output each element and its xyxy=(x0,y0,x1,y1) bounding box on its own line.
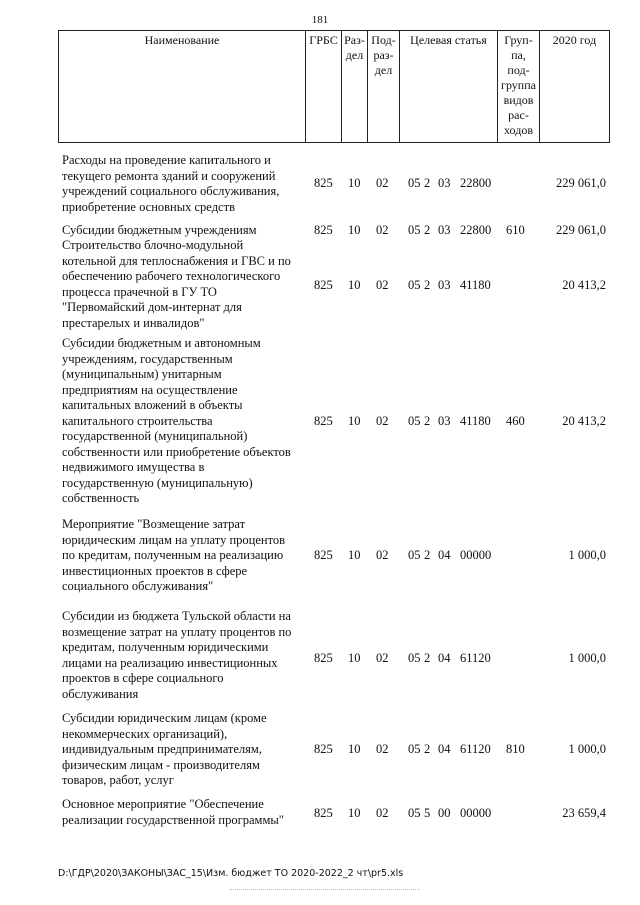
target-subprogram-code: 2 xyxy=(424,742,431,756)
row-name-line: недвижимого имущества в xyxy=(62,460,205,474)
row-name-line: Мероприятие "Возмещение затрат xyxy=(62,517,246,531)
target-program-code: 05 xyxy=(408,223,421,237)
row-name-line: Строительство блочно-модульной xyxy=(62,238,244,252)
podrazdel-code: 02 xyxy=(376,548,389,562)
header-razdel-line: Раз- xyxy=(344,33,365,47)
header-group-line: Груп- xyxy=(504,33,533,47)
amount-2020: 23 659,4 xyxy=(562,806,606,821)
grbs-code: 825 xyxy=(314,742,333,756)
row-name-line: котельной для теплоснабжения и ГВС и по xyxy=(62,253,291,268)
expense-group-code: 460 xyxy=(506,413,525,428)
razdel-code: 10 xyxy=(348,806,361,821)
target-subprogram-code: 5 xyxy=(424,806,431,821)
amount-2020: 20 413,2 xyxy=(562,278,606,293)
expense-group-code: 610 xyxy=(506,223,525,237)
grbs-code: 825 xyxy=(314,806,333,821)
header-podrazdel-line: раз- xyxy=(373,48,394,62)
row-name-line: приобретение основных средств xyxy=(62,199,235,214)
row-name xyxy=(62,238,300,331)
target-subprogram-code: 2 xyxy=(424,413,431,428)
row-name-line: Субсидии из бюджета Тульской области на xyxy=(62,609,291,623)
header-podrazdel-line: Под- xyxy=(371,33,396,47)
target-direction-code: 61120 xyxy=(460,742,491,756)
razdel-code: 10 xyxy=(348,650,361,665)
podrazdel-code: 02 xyxy=(376,223,389,237)
row-name-line: реализации государственной программы" xyxy=(62,812,284,827)
header-name-label: Наименование xyxy=(144,33,220,47)
header-podrazdel xyxy=(367,31,399,142)
row-name-line: Субсидии юридическим лицам (кроме xyxy=(62,711,267,725)
target-program-code: 05 xyxy=(408,742,421,756)
target-subprogram-code: 2 xyxy=(424,548,431,562)
row-name-line: собственности или приобретение объектов xyxy=(62,444,291,459)
amount-2020: 229 061,0 xyxy=(556,223,606,237)
row-name xyxy=(62,797,300,828)
row-name-line: Расходы на проведение капитального и xyxy=(62,153,271,167)
row-name-line: проектов в сфере социального xyxy=(62,671,224,685)
row-name-line: капитальных вложений в объекты xyxy=(62,398,243,412)
header-target-label: Целевая статья xyxy=(410,33,487,47)
podrazdel-code: 02 xyxy=(376,413,389,428)
row-name-line: кредитам, полученным юридическими xyxy=(62,640,269,654)
row-name-line: государственную (муниципальную) xyxy=(62,475,253,490)
row-name xyxy=(62,517,300,595)
row-name-line: индивидуальным предпринимателям, xyxy=(62,742,262,756)
row-name-line: лицами на реализацию инвестиционных xyxy=(62,655,278,670)
amount-2020: 229 061,0 xyxy=(556,176,606,191)
target-program-code: 05 xyxy=(408,548,421,562)
header-group-line: группа xyxy=(501,78,536,92)
header-group-line: ходов xyxy=(504,123,533,137)
row-name-line: инвестиционных проектов в сфере xyxy=(62,563,248,578)
row-name xyxy=(62,223,300,239)
target-program-code: 05 xyxy=(408,278,421,293)
podrazdel-code: 02 xyxy=(376,650,389,665)
expense-group-code: 810 xyxy=(506,742,525,756)
target-subprogram-code: 2 xyxy=(424,223,431,237)
row-name-line: (муниципальным) унитарным xyxy=(62,367,222,381)
row-name-line: некоммерческих организаций), xyxy=(62,726,228,741)
header-group-line: па, xyxy=(511,48,526,62)
target-direction-code: 41180 xyxy=(460,278,491,293)
target-event-code: 04 xyxy=(438,742,451,756)
page-number: 181 xyxy=(311,14,329,26)
row-name-line: учреждениям, государственным xyxy=(62,351,233,366)
row-name xyxy=(62,336,300,507)
row-name-line: юридическим лицам на уплату процентов xyxy=(62,532,286,547)
target-direction-code: 22800 xyxy=(460,176,492,191)
header-year-label: 2020 год xyxy=(552,33,597,47)
grbs-code: 825 xyxy=(314,413,333,428)
target-event-code: 03 xyxy=(438,223,451,237)
target-direction-code: 00000 xyxy=(460,806,492,821)
amount-2020: 20 413,2 xyxy=(562,413,606,428)
row-name xyxy=(62,609,300,702)
target-event-code: 03 xyxy=(438,413,451,428)
row-name-line: "Первомайский дом-интернат для xyxy=(62,300,242,314)
row-name-line: предприятиям на осуществление xyxy=(62,382,238,397)
table-header xyxy=(58,30,610,143)
header-razdel-line: дел xyxy=(345,48,364,62)
header-group-line: видов xyxy=(503,93,534,107)
razdel-code: 10 xyxy=(348,548,361,562)
row-name-line: социального обслуживания" xyxy=(62,579,214,593)
target-program-code: 05 xyxy=(408,176,421,191)
row-name-line: учреждений социального обслуживания, xyxy=(62,184,280,198)
razdel-code: 10 xyxy=(348,176,361,191)
razdel-code: 10 xyxy=(348,742,361,756)
target-event-code: 03 xyxy=(438,176,451,191)
razdel-code: 10 xyxy=(348,278,361,293)
target-program-code: 05 xyxy=(408,650,421,665)
podrazdel-code: 02 xyxy=(376,176,389,191)
row-name-line: товаров, работ, услуг xyxy=(62,773,174,787)
target-program-code: 05 xyxy=(408,413,421,428)
header-podrazdel-line: дел xyxy=(374,63,393,77)
row-name-line: возмещение затрат на уплату процентов по xyxy=(62,624,292,639)
target-subprogram-code: 2 xyxy=(424,176,431,191)
row-name xyxy=(62,153,300,215)
target-event-code: 04 xyxy=(438,650,451,665)
target-event-code: 03 xyxy=(438,278,451,293)
row-name-line: собственность xyxy=(62,491,140,505)
row-name-line: по кредитам, полученным на реализацию xyxy=(62,548,284,562)
row-name-line: Субсидии бюджетным и автономным xyxy=(62,336,261,350)
row-name-line: капитального строительства xyxy=(62,413,213,428)
grbs-code: 825 xyxy=(314,278,333,293)
target-subprogram-code: 2 xyxy=(424,650,431,665)
razdel-code: 10 xyxy=(348,223,361,237)
target-direction-code: 00000 xyxy=(460,548,492,562)
scan-artifact-line xyxy=(230,889,420,890)
podrazdel-code: 02 xyxy=(376,278,389,293)
razdel-code: 10 xyxy=(348,413,361,428)
grbs-code: 825 xyxy=(314,223,333,237)
amount-2020: 1 000,0 xyxy=(568,650,606,665)
target-direction-code: 22800 xyxy=(460,223,492,237)
target-direction-code: 41180 xyxy=(460,413,491,428)
podrazdel-code: 02 xyxy=(376,806,389,821)
target-event-code: 04 xyxy=(438,548,451,562)
header-grbs-label: ГРБС xyxy=(309,33,338,47)
row-name-line: физическим лицам - производителям xyxy=(62,757,260,772)
row-name-line: Субсидии бюджетным учреждениям xyxy=(62,223,257,237)
row-name-line: престарелых и инвалидов" xyxy=(62,315,205,330)
target-event-code: 00 xyxy=(438,806,451,821)
amount-2020: 1 000,0 xyxy=(568,548,606,562)
header-target xyxy=(399,31,497,142)
header-name xyxy=(59,31,305,142)
file-path-footer: D:\ГДР\2020\ЗАКОНЫ\ЗАС_15\Изм. бюджет ТО 2020-2022_2 чт\pr5.xls xyxy=(58,868,404,879)
podrazdel-code: 02 xyxy=(376,742,389,756)
grbs-code: 825 xyxy=(314,548,333,562)
header-group xyxy=(497,31,539,142)
header-group-line: рас- xyxy=(508,108,529,122)
header-grbs xyxy=(305,31,341,142)
row-name-line: процесса прачечной в ГУ ТО xyxy=(62,284,217,299)
header-year xyxy=(539,31,609,142)
target-direction-code: 61120 xyxy=(460,650,491,665)
row-name-line: государственной (муниципальной) xyxy=(62,429,248,443)
row-name-line: обеспечению рабочего технологического xyxy=(62,269,281,283)
grbs-code: 825 xyxy=(314,176,333,191)
header-group-line: под- xyxy=(507,63,530,77)
amount-2020: 1 000,0 xyxy=(568,742,606,756)
target-subprogram-code: 2 xyxy=(424,278,431,293)
row-name-line: текущего ремонта зданий и сооружений xyxy=(62,168,276,183)
row-name xyxy=(62,711,300,789)
header-razdel xyxy=(341,31,367,142)
grbs-code: 825 xyxy=(314,650,333,665)
target-program-code: 05 xyxy=(408,806,421,821)
row-name-line: обслуживания xyxy=(62,686,139,701)
row-name-line: Основное мероприятие "Обеспечение xyxy=(62,797,264,811)
